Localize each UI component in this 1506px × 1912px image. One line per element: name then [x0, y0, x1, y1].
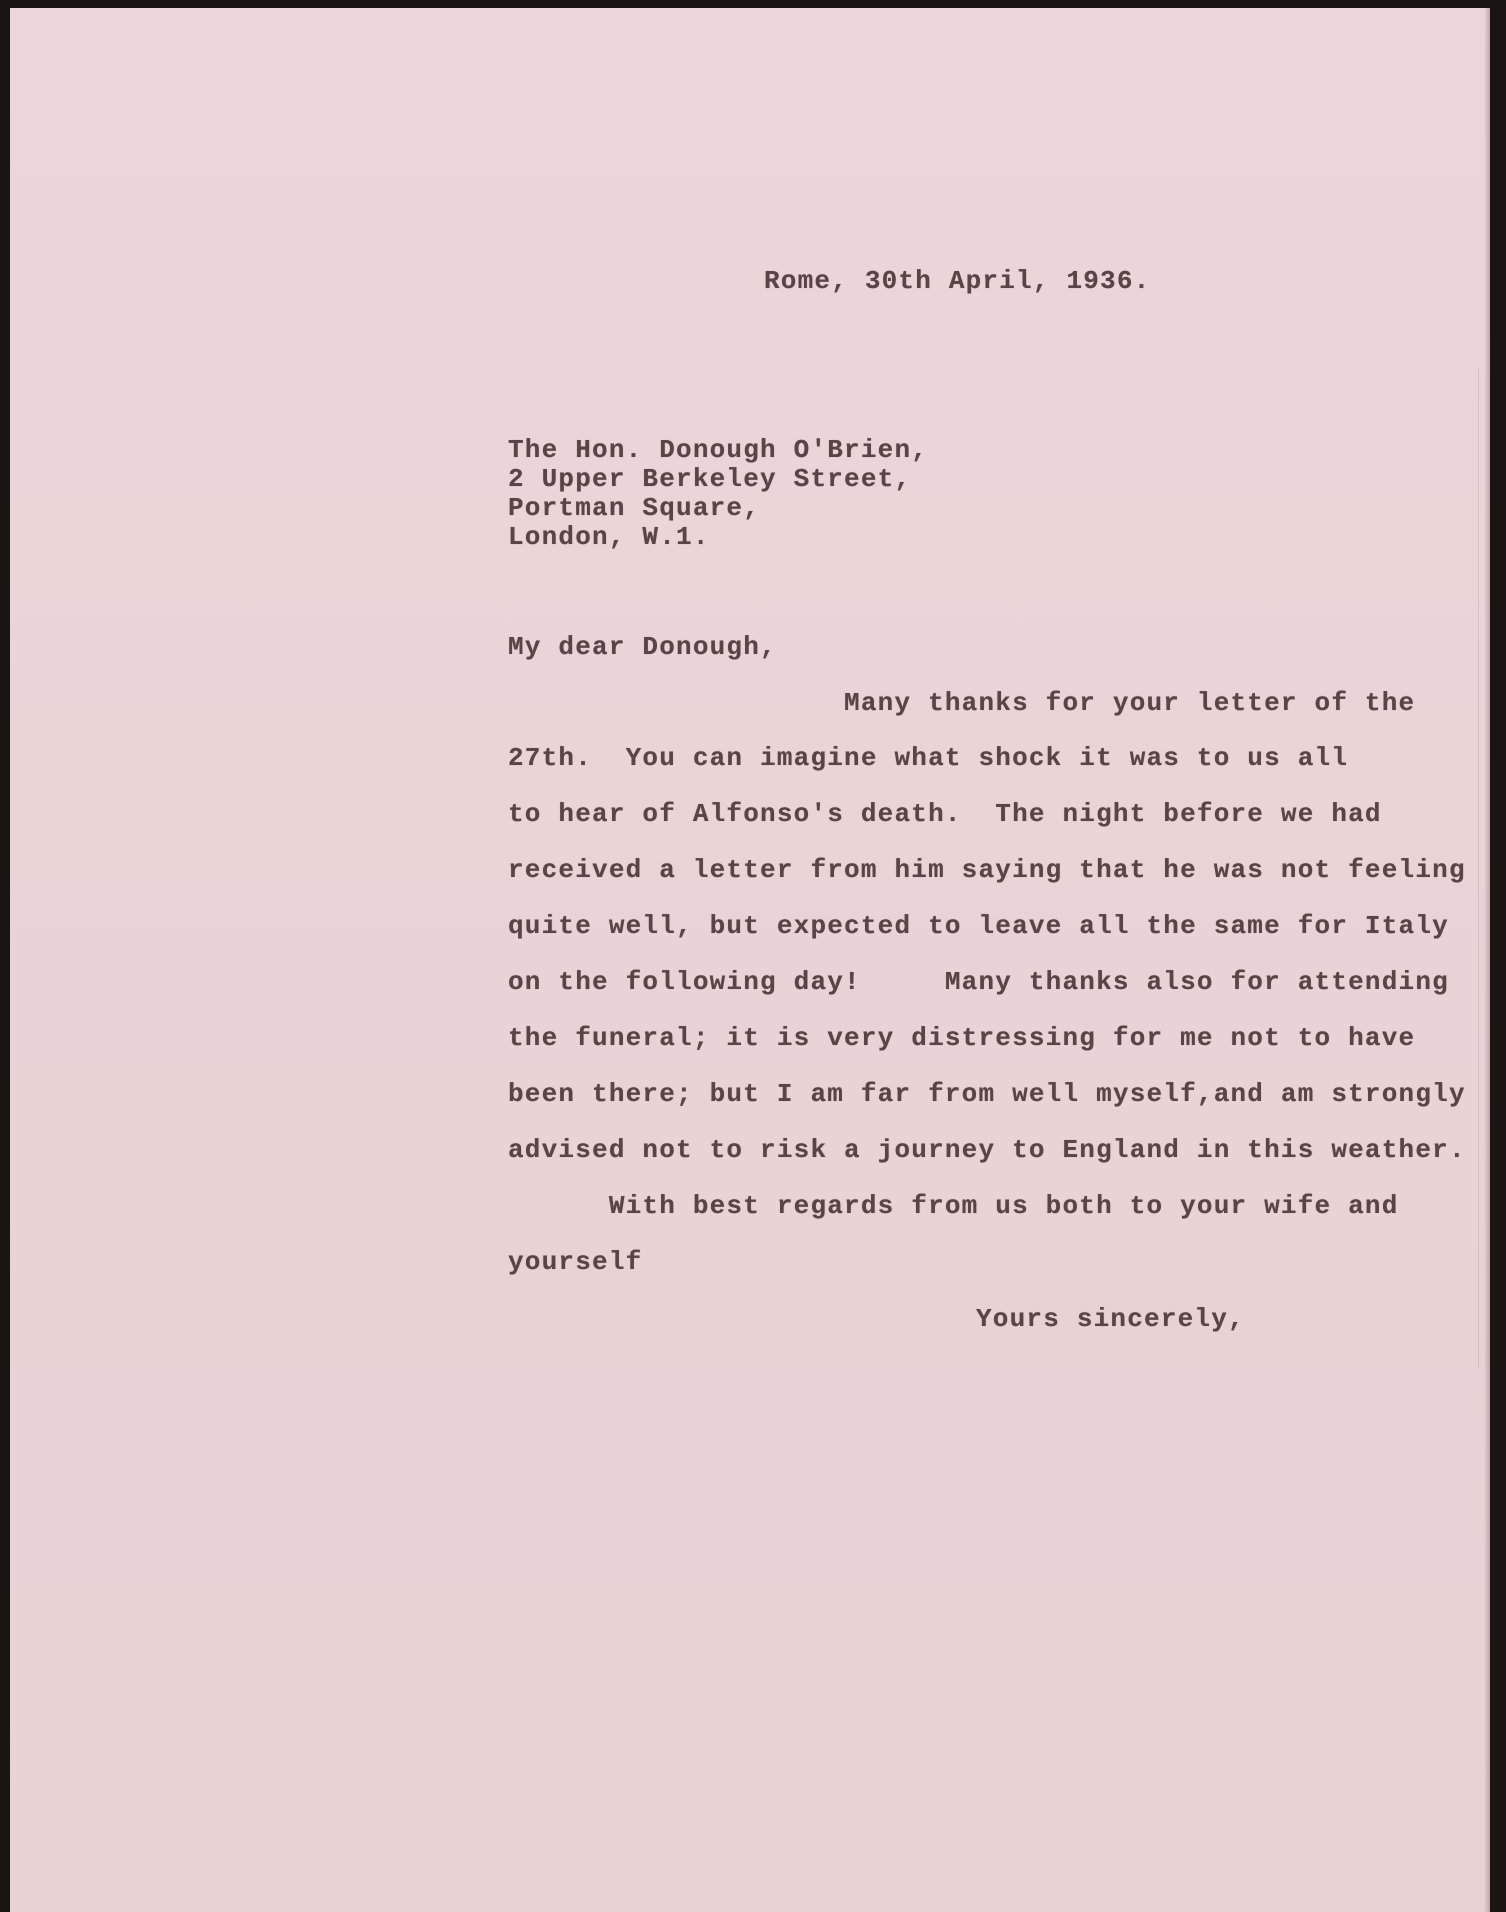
paper-fold-line [1478, 368, 1479, 1368]
body-line: the funeral; it is very distressing for me not to have [508, 1023, 1416, 1053]
closing: Yours sincerely, [976, 1304, 1245, 1334]
body-line: Many thanks for your letter of the [508, 688, 1416, 718]
letter-date: Rome, 30th April, 1936. [764, 266, 1151, 296]
body-line: yourself [508, 1247, 643, 1277]
body-line: 27th. You can imagine what shock it was to us all [508, 743, 1349, 773]
address-line: The Hon. Donough O'Brien, [508, 435, 929, 465]
body-line: been there; but I am far from well myself,and am strongly [508, 1079, 1466, 1109]
body-line: received a letter from him saying that he was not feeling [508, 855, 1466, 885]
body-line: on the following day! Many thanks also for attending [508, 967, 1449, 997]
paper-lower-section [10, 1368, 1490, 1912]
address-line: Portman Square, [508, 493, 761, 523]
body-line: advised not to risk a journey to England in this weather. [508, 1135, 1466, 1165]
body-line: With best regards from us both to your wife and [508, 1191, 1399, 1221]
letter-page [10, 8, 1490, 1912]
body-line: to hear of Alfonso's death. The night before we had [508, 799, 1382, 829]
paper-right-edge [1484, 8, 1490, 1912]
body-line: quite well, but expected to leave all the same for Italy [508, 911, 1449, 941]
paper-watermark [550, 1408, 660, 1908]
address-line: 2 Upper Berkeley Street, [508, 464, 912, 494]
salutation: My dear Donough, [508, 632, 777, 662]
address-line: London, W.1. [508, 522, 710, 552]
